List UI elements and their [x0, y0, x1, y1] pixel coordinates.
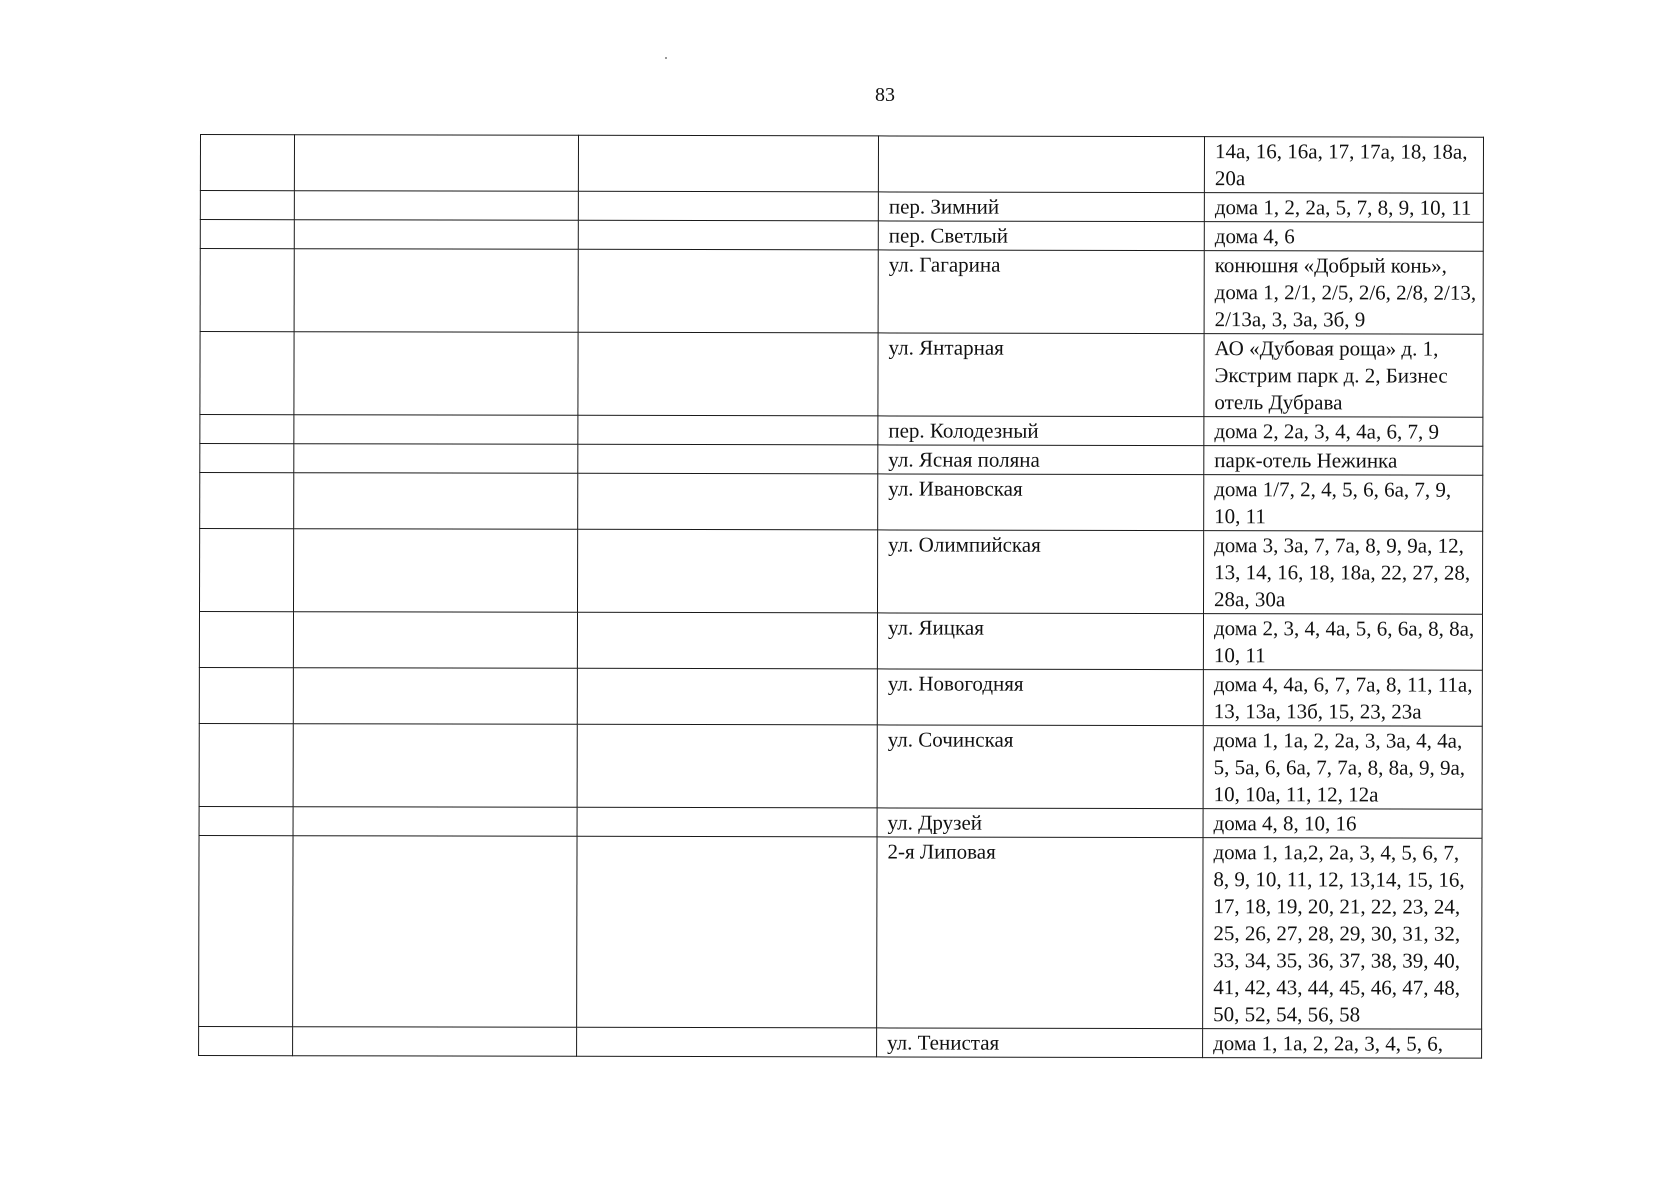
- houses-cell: АО «Дубовая роща» д. 1, Экстрим парк д. 2, Бизнес отель Дубрава: [1204, 334, 1483, 418]
- empty-cell: [199, 806, 293, 835]
- table-row: [200, 249, 1483, 335]
- houses-cell: дома 1, 2, 2а, 5, 7, 8, 9, 10, 11: [1204, 193, 1483, 223]
- empty-cell: [577, 529, 877, 613]
- table-row: [200, 191, 1483, 223]
- empty-cell: [293, 612, 577, 669]
- houses-cell: дома 1, 1а,2, 2а, 3, 4, 5, 6, 7, 8, 9, 10, 11, 12, 13,14, 15, 16, 17, 18, 19, 20, 21, 22, 23, 24, 25, 26, 27, 28, 29, 30, 31, 32, 33, 34, 35, 36, 37, 38, 39, 40, 41, 42, 43, 44, 45, 46, 47, 48, 50, 52, 54, 56, 58: [1203, 838, 1482, 1030]
- empty-cell: [578, 332, 878, 416]
- table-row: [199, 529, 1482, 615]
- houses-cell: дома 4, 4а, 6, 7, 7а, 8, 11, 11а, 13, 13а, 13б, 15, 23, 23а: [1203, 670, 1482, 727]
- empty-cell: [293, 668, 577, 725]
- table-row: [199, 806, 1482, 838]
- empty-cell: [199, 835, 293, 1026]
- table-row: [199, 667, 1482, 726]
- empty-cell: [293, 1027, 577, 1057]
- street-cell: ул. Олимпийская: [877, 530, 1203, 614]
- scan-speck: [665, 57, 667, 59]
- empty-cell: [199, 723, 293, 806]
- street-cell: ул. Ясная поляна: [878, 445, 1204, 475]
- empty-cell: [578, 220, 878, 250]
- page-number: 83: [875, 84, 895, 106]
- houses-cell: дома 1/7, 2, 4, 5, 6, 6а, 7, 9, 10, 11: [1204, 475, 1483, 532]
- empty-cell: [578, 473, 878, 530]
- table-row: [200, 444, 1483, 476]
- table-row: [200, 473, 1483, 532]
- empty-cell: [200, 135, 294, 191]
- table-row: [200, 220, 1483, 252]
- houses-cell: парк-отель Нежинка: [1204, 446, 1483, 476]
- street-cell: ул. Яицкая: [877, 613, 1203, 670]
- table-row: [199, 1026, 1482, 1058]
- table-row: [200, 415, 1483, 447]
- empty-cell: [199, 667, 293, 723]
- empty-cell: [577, 724, 877, 808]
- houses-cell: дома 3, 3а, 7, 7а, 8, 9, 9а, 12, 13, 14, 16, 18, 18а, 22, 27, 28, 28а, 30а: [1203, 531, 1482, 615]
- empty-cell: [577, 807, 877, 837]
- empty-cell: [578, 135, 878, 192]
- houses-cell: дома 2, 3, 4, 4а, 5, 6, 6а, 8, 8а, 10, 11: [1203, 614, 1482, 671]
- street-cell: ул. Сочинская: [877, 725, 1203, 809]
- empty-cell: [578, 191, 878, 221]
- table-row: [199, 612, 1482, 671]
- empty-cell: [199, 612, 293, 668]
- street-cell: пер. Зимний: [878, 192, 1204, 222]
- table-row: [200, 135, 1483, 194]
- empty-cell: [577, 612, 877, 669]
- empty-cell: [577, 836, 877, 1028]
- street-cell: ул. Янтарная: [878, 333, 1204, 417]
- empty-cell: [200, 332, 294, 415]
- table-row: [199, 835, 1482, 1029]
- empty-cell: [577, 668, 877, 725]
- empty-cell: [578, 444, 878, 474]
- table-row: [200, 332, 1483, 418]
- empty-cell: [578, 249, 878, 333]
- street-cell: ул. Гагарина: [878, 250, 1204, 334]
- empty-cell: [200, 249, 294, 332]
- address-table-body: [199, 135, 1484, 1059]
- empty-cell: [294, 220, 578, 250]
- empty-cell: [294, 415, 578, 445]
- empty-cell: [293, 807, 577, 837]
- empty-cell: [200, 191, 294, 220]
- empty-cell: [577, 1027, 877, 1057]
- empty-cell: [294, 473, 578, 530]
- houses-cell: конюшня «Добрый конь», дома 1, 2/1, 2/5, 2/6, 2/8, 2/13, 2/13а, 3, 3а, 3б, 9: [1204, 251, 1483, 335]
- empty-cell: [294, 332, 578, 416]
- street-cell: ул. Тенистая: [877, 1028, 1203, 1058]
- empty-cell: [294, 249, 578, 333]
- empty-cell: [200, 220, 294, 249]
- empty-cell: [293, 836, 577, 1028]
- houses-cell: дома 4, 8, 10, 16: [1203, 809, 1482, 839]
- empty-cell: [199, 529, 293, 612]
- houses-cell: дома 2, 2а, 3, 4, 4а, 6, 7, 9: [1204, 417, 1483, 447]
- street-cell: ул. Новогодняя: [877, 669, 1203, 726]
- empty-cell: [578, 415, 878, 445]
- empty-cell: [199, 1026, 293, 1055]
- houses-cell: дома 1, 1а, 2, 2а, 3, 3а, 4, 4а, 5, 5а, 6, 6а, 7, 7а, 8, 8а, 9, 9а, 10, 10а, 11, 12, 12а: [1203, 726, 1482, 810]
- street-cell: 2-я Липовая: [877, 837, 1203, 1029]
- houses-cell: дома 1, 1а, 2, 2а, 3, 4, 5, 6,: [1203, 1029, 1482, 1059]
- street-cell: пер. Светлый: [878, 221, 1204, 251]
- empty-cell: [200, 444, 294, 473]
- street-cell: ул. Ивановская: [878, 474, 1204, 531]
- street-cell: ул. Друзей: [877, 808, 1203, 838]
- street-cell: пер. Колодезный: [878, 416, 1204, 446]
- empty-cell: [294, 444, 578, 474]
- address-table: [198, 134, 1484, 1059]
- houses-cell: 14а, 16, 16а, 17, 17а, 18, 18а, 20а: [1204, 137, 1483, 194]
- empty-cell: [294, 135, 578, 192]
- street-cell: [878, 136, 1204, 193]
- empty-cell: [294, 191, 578, 221]
- houses-cell: дома 4, 6: [1204, 222, 1483, 252]
- table-row: [199, 723, 1482, 809]
- empty-cell: [293, 529, 577, 613]
- empty-cell: [293, 724, 577, 808]
- empty-cell: [200, 415, 294, 444]
- empty-cell: [200, 473, 294, 529]
